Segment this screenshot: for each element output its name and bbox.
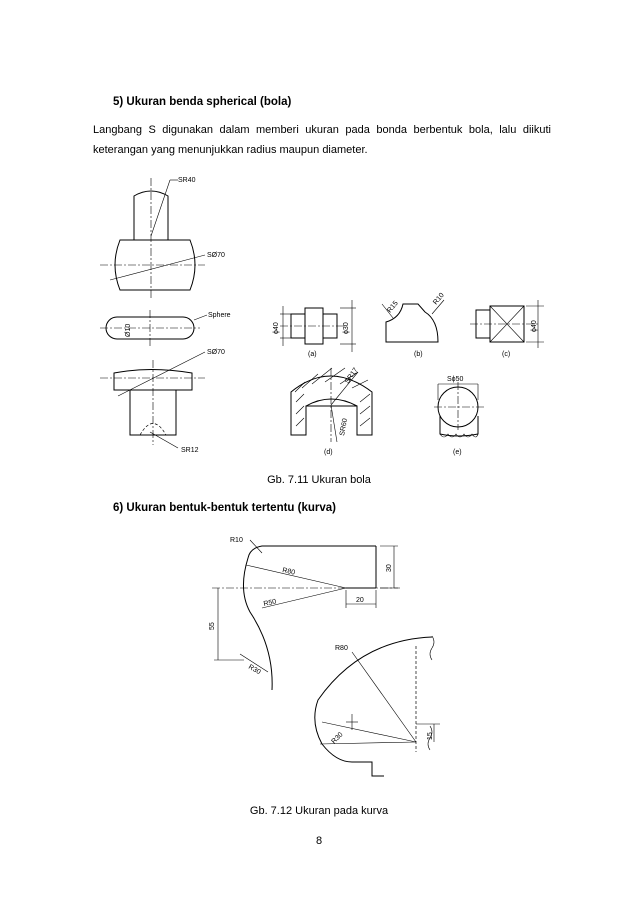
label-r30-bottom: R30 xyxy=(330,731,345,746)
section-6-heading: 6) Ukuran bentuk-bentuk tertentu (kurva) xyxy=(113,502,336,514)
curve-drawing-top xyxy=(209,537,400,690)
label-e: (e) xyxy=(453,449,462,456)
label-c: (c) xyxy=(502,351,511,358)
label-d10: Ø10 xyxy=(125,323,132,337)
label-b: (b) xyxy=(414,351,423,358)
label-so70-top: SØ70 xyxy=(207,252,225,259)
label-d40-a: ϕ40 xyxy=(273,322,280,334)
label-sr60: SR60 xyxy=(339,417,350,437)
curve-drawing-bottom xyxy=(315,636,440,776)
label-r15: R15 xyxy=(386,299,400,315)
label-sd50: Sϕ50 xyxy=(447,376,464,383)
label-sr12: SR12 xyxy=(181,447,199,454)
label-sr17: SR17 xyxy=(343,366,360,386)
label-30: 30 xyxy=(386,564,393,572)
label-d30: ϕ30 xyxy=(343,322,350,334)
section-5-paragraph: Langbang S digunakan dalam memberi ukuran pada bonda berbentuk bola, lalu diikuti keterangan yang menunjukkan radius maupun diameter. xyxy=(93,124,551,156)
label-d40-c: ϕ40 xyxy=(531,320,538,332)
label-55: 55 xyxy=(209,622,216,630)
page-number: 8 xyxy=(315,835,323,847)
label-r80-bottom: R80 xyxy=(335,645,348,652)
label-r10: R10 xyxy=(432,291,446,307)
label-20: 20 xyxy=(356,597,364,604)
label-r80-top: R80 xyxy=(281,567,296,577)
label-sphere: Sphere xyxy=(208,312,231,319)
label-15: 15 xyxy=(427,732,434,740)
label-r50: R50 xyxy=(262,598,277,608)
label-a: (a) xyxy=(308,351,317,358)
label-r10-curve: R10 xyxy=(230,537,243,544)
label-d: (d) xyxy=(324,449,333,456)
label-so70-bottom: SØ70 xyxy=(207,349,225,356)
figure-7-12-caption: Gb. 7.12 Ukuran pada kurva xyxy=(249,805,389,817)
section-5-heading: 5) Ukuran benda spherical (bola) xyxy=(113,96,292,108)
label-r30-top: R30 xyxy=(247,663,262,677)
label-sr40: SR40 xyxy=(178,177,196,184)
figure-7-11-caption: Gb. 7.11 Ukuran bola xyxy=(267,474,371,486)
